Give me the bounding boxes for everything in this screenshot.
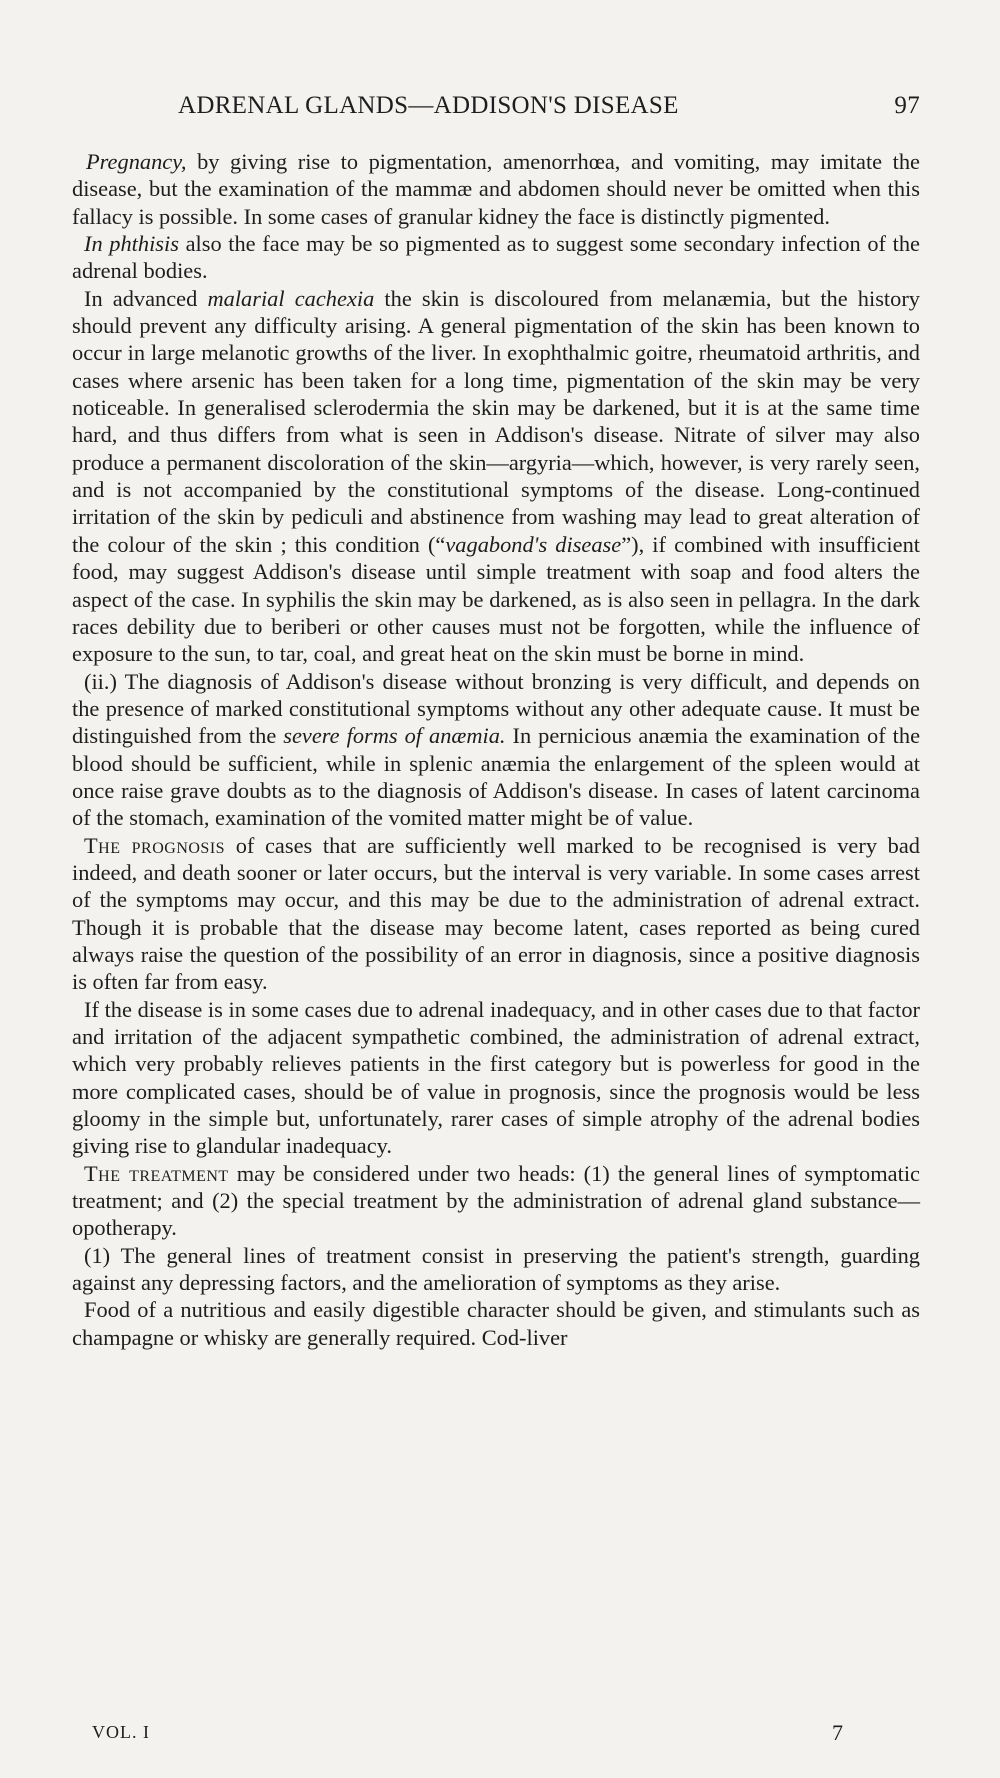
signature-mark: 7	[832, 1720, 843, 1745]
paragraph-without-bronzing	[72, 668, 920, 832]
paragraph-text: the skin is discoloured from melanæmia, but the history should prevent any difficulty arising. A general pigmentation of the skin has been known to occur in large melanotic growths of the liver. In exophthalmic goitre, rheumatoid arthritis, and cases where arsenic has been taken for a long time, pigmentation of the skin may be very noticeable. In generalised sclerodermia the skin may be darkened, but it is at the same time hard, and thus differs from what is seen in Addison's disease. Nitrate of silver may also produce a permanent discoloration of the skin—argyria—which, however, is very rarely seen, and is not accompanied by the constitutional symptoms of the disease. Long-continued irritation of the skin by pediculi and abstinence from washing may lead to great alteration of the colour of the skin ; this condition (“	[72, 285, 920, 557]
paragraph-treatment	[72, 1160, 920, 1242]
paragraph-text: If the disease is in some cases due to adrenal inadequacy, and in other cases due to that factor and irritation of the adjacent sympathetic combined, the administration of adrenal extract, which very probably relieves patients in the first category but is powerless for good in the more complicated cases, should be of value in prognosis, since the prognosis would be less gloomy in the simple but, unfortunately, rarer cases of simple atrophy of the adrenal bodies giving rise to glandular inadequacy.	[72, 996, 920, 1159]
body-text	[72, 148, 920, 1351]
italic-term: malarial cachexia	[207, 285, 375, 311]
section-heading-treatment: The treatment	[84, 1160, 229, 1186]
paragraph-pregnancy	[72, 148, 920, 230]
italic-term: Pregnancy,	[86, 149, 187, 174]
page-number: 97	[894, 92, 920, 119]
paragraph-malarial-cachexia	[72, 285, 920, 668]
italic-term: severe forms of anæmia.	[283, 723, 506, 749]
volume-label: VOL. I	[92, 1722, 150, 1742]
italic-term: vagabond's disease	[445, 531, 622, 557]
paragraph-text: In advanced	[84, 285, 208, 311]
running-head	[178, 92, 920, 126]
paragraph-prognosis	[72, 832, 920, 996]
paragraph-general-lines	[72, 1242, 920, 1297]
paragraph-text: (1) The general lines of treatment consist in preserving the patient's strength, guarding against any depressing factors, and the amelioration of symptoms as they arise.	[72, 1242, 920, 1296]
paragraph-text: by giving rise to pigmentation, amenorrhœa, and vomiting, may imitate the disease, but the examination of the mammæ and abdomen should never be omitted when this fallacy is possible. In some cases of granular kidney the face is distinctly pigmented.	[72, 149, 920, 229]
paragraph-text: ”), if combined with insufficient food, may suggest Addison's disease until simple treatment with soap and food alters the aspect of the case. In syphilis the skin may be darkened, as is also seen in pellagra. In the dark races debility due to beriberi or other causes must not be forgotten, while the influence of exposure to the sun, to tar, coal, and great heat on the skin must be borne in mind.	[72, 531, 920, 667]
paragraph-food	[72, 1296, 920, 1351]
running-title: ADRENAL GLANDS—ADDISON'S DISEASE	[178, 92, 679, 119]
paragraph-text: also the face may be so pigmented as to suggest some secondary infection of the adrenal bodies.	[72, 231, 920, 284]
page-footer	[92, 1722, 852, 1752]
italic-term: In phthisis	[84, 231, 179, 257]
paragraph-text: In pernicious anæmia the examination of the blood should be sufficient, while in splenic anæmia the enlargement of the spleen would at once raise grave doubts as to the diagnosis of Addison's disease. In cases of latent carcinoma of the stomach, examination of the vomited matter might be of value.	[72, 723, 921, 831]
paragraph-text: Food of a nutritious and easily digestible character should be given, and stimulants such as champagne or whisky are generally required. Cod-liver	[72, 1297, 920, 1350]
paragraph-text: may be considered under two heads: (1) the general lines of symptomatic treatment; and (2) the special treatment by the administration of adrenal gland substance—opotherapy.	[72, 1160, 920, 1241]
section-heading-prognosis: The prognosis	[84, 832, 226, 858]
paragraph-text: of cases that are sufficiently well marked to be recognised is very bad indeed, and death sooner or later occurs, but the interval is very variable. In some cases arrest of the symptoms may occur, and this may be due to the administration of adrenal extract. Though it is probable that the disease may become latent, cases reported as being cured always raise the question of the possibility of an error in diagnosis, since a positive diagnosis is often far from easy.	[72, 832, 920, 995]
paragraph-text: (ii.) The diagnosis of Addison's disease without bronzing is very difficult, and depends on the presence of marked constitutional symptoms without any other adequate cause. It must be distinguished from the	[72, 668, 920, 749]
paragraph-phthisis	[72, 230, 920, 285]
paragraph-adrenal-inadequacy	[72, 996, 920, 1160]
